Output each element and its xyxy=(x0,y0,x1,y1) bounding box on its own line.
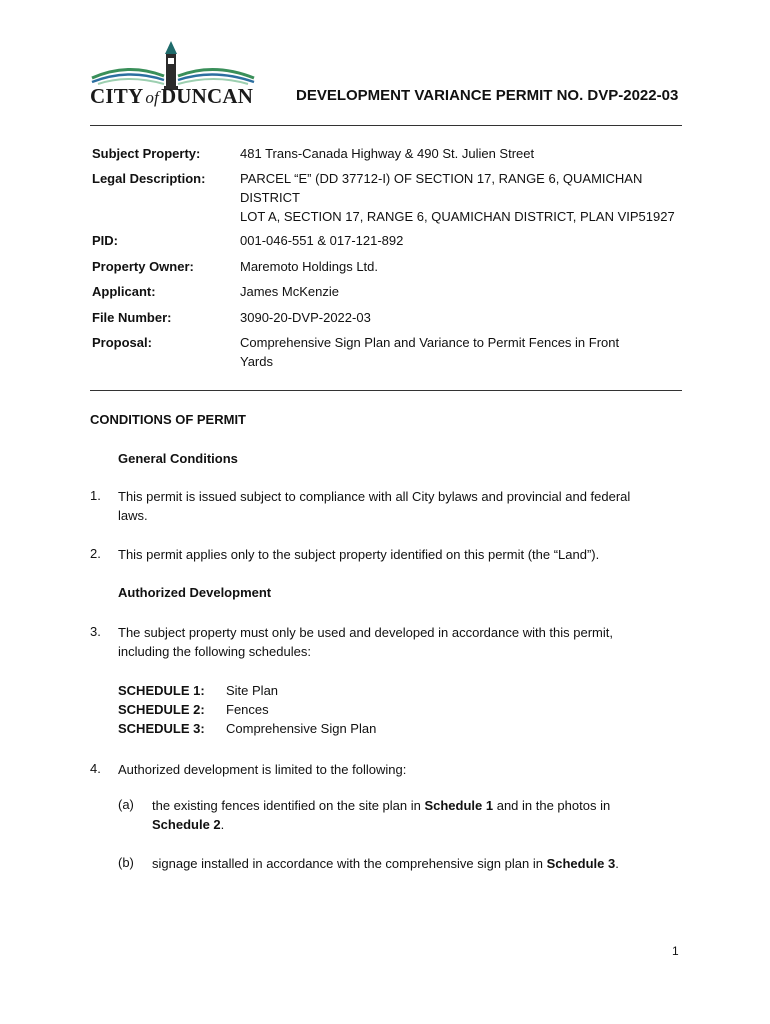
page-number: 1 xyxy=(672,944,679,958)
pid-label: PID: xyxy=(92,233,118,248)
schedule-3-value: Comprehensive Sign Plan xyxy=(226,721,377,736)
schedule-2-key: SCHEDULE 2: xyxy=(118,702,205,717)
schedule-3-key: SCHEDULE 3: xyxy=(118,721,205,736)
schedule-2-value: Fences xyxy=(226,702,269,717)
sub-a-mid: and in the photos in xyxy=(493,798,611,813)
permit-title: DEVELOPMENT VARIANCE PERMIT NO. DVP-2022-03 xyxy=(296,87,679,104)
logo-duncan: DUNCAN xyxy=(160,84,254,108)
applicant-text: James McKenzie xyxy=(240,284,339,299)
sub-a-schedule-2: Schedule 2 xyxy=(152,817,221,832)
header-divider xyxy=(90,125,682,126)
property-owner-value xyxy=(240,257,680,276)
property-owner-label: Property Owner: xyxy=(92,259,194,274)
item-4-text: Authorized development is limited to the following: xyxy=(118,762,407,777)
legal-description-line: LOT A, SECTION 17, RANGE 6, QUAMICHAN DISTRICT, PLAN VIP51927 xyxy=(240,209,675,224)
item-1-number: 1. xyxy=(90,488,101,503)
fields-divider xyxy=(90,390,682,391)
item-3-line: including the following schedules: xyxy=(118,644,311,659)
sub-b-pre: signage installed in accordance with the comprehensive sign plan in xyxy=(152,856,547,871)
item-3-line: The subject property must only be used and developed in accordance with this permit, xyxy=(118,625,613,640)
schedule-1-key: SCHEDULE 1: xyxy=(118,683,205,698)
legal-description-line: PARCEL “E” (DD 37712-I) OF SECTION 17, RANGE 6, QUAMICHAN xyxy=(240,171,643,186)
sub-b-post: . xyxy=(615,856,619,871)
sub-b-schedule-3: Schedule 3 xyxy=(546,856,616,871)
pid-text: 001-046-551 & 017-121-892 xyxy=(240,233,404,248)
subject-property-text: 481 Trans-Canada Highway & 490 St. Julien Street xyxy=(240,146,535,161)
subject-property-value xyxy=(240,144,680,163)
proposal-line: Yards xyxy=(240,354,273,369)
legal-description-value xyxy=(240,169,680,226)
logo-wordmark xyxy=(90,84,253,109)
sub-a-label: (a) xyxy=(118,797,134,812)
proposal-label: Proposal: xyxy=(92,335,152,350)
general-conditions-heading: General Conditions xyxy=(118,451,238,466)
proposal-line: Comprehensive Sign Plan and Variance to Permit Fences in Front xyxy=(240,335,620,350)
sub-b-text xyxy=(152,854,672,873)
item-3-number: 3. xyxy=(90,624,101,639)
logo-city: CITY xyxy=(90,84,144,108)
item-1-line: This permit is issued subject to compliance with all City bylaws and provincial and federal xyxy=(118,489,631,504)
legal-description-label: Legal Description: xyxy=(92,171,206,186)
schedule-1-value: Site Plan xyxy=(226,683,279,698)
item-3-text xyxy=(118,623,678,661)
item-1-text xyxy=(118,487,678,525)
applicant-value xyxy=(240,282,680,301)
item-4-number: 4. xyxy=(90,761,101,776)
item-2-text: This permit applies only to the subject property identified on this permit (the “Land”). xyxy=(118,547,600,562)
file-number-text: 3090-20-DVP-2022-03 xyxy=(240,310,371,325)
item-1-line: laws. xyxy=(118,508,148,523)
logo-of: of xyxy=(145,88,159,107)
property-owner-text: Maremoto Holdings Ltd. xyxy=(240,259,379,274)
applicant-label: Applicant: xyxy=(92,284,156,299)
authorized-development-heading: Authorized Development xyxy=(118,585,272,600)
sub-a-pre: the existing fences identified on the site plan in xyxy=(152,798,425,813)
proposal-value xyxy=(240,333,680,371)
conditions-heading: CONDITIONS OF PERMIT xyxy=(90,412,246,427)
pid-value xyxy=(240,231,680,250)
sub-a-text xyxy=(152,796,672,834)
sub-a-schedule-1: Schedule 1 xyxy=(424,798,494,813)
file-number-label: File Number: xyxy=(92,310,172,325)
legal-description-line: DISTRICT xyxy=(240,190,300,205)
item-2-number: 2. xyxy=(90,546,101,561)
sub-b-label: (b) xyxy=(118,855,134,870)
sub-a-post: . xyxy=(220,817,225,832)
file-number-value xyxy=(240,308,680,327)
subject-property-label: Subject Property: xyxy=(92,146,201,161)
